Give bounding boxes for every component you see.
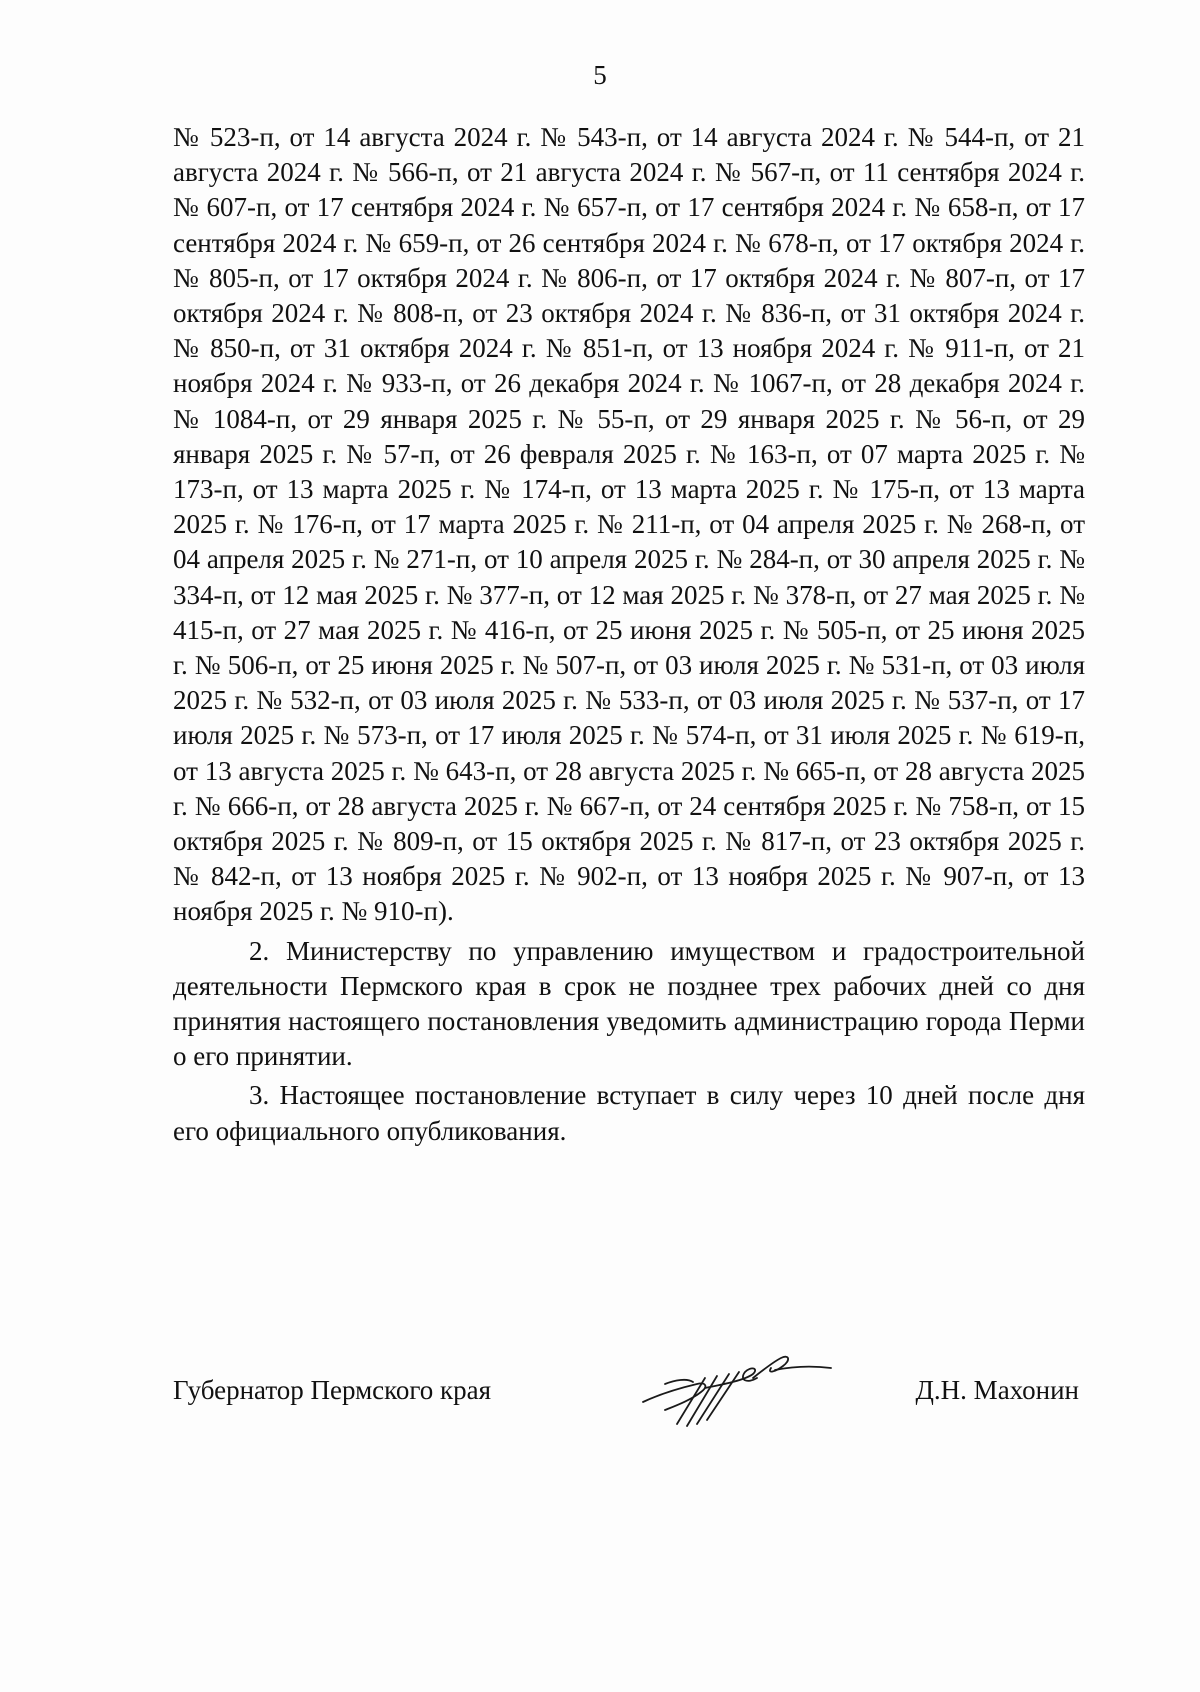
signature-block bbox=[173, 1370, 1085, 1410]
list-of-resolutions: № 523-п, от 14 августа 2024 г. № 543-п, от 14 августа 2024 г. № 544-п, от 21 августа 2024 г. № 566-п, от 21 августа 2024 г. № 567-п, от 11 сентября 2024 г. № 607-п, от 17 сентября 2024 г. № 657-п, от 17 сентября 2024 г. № 658-п, от 17 сентября 2024 г. № 659-п, от 26 сентября 2024 г. № 678-п, от 17 октября 2024 г. № 805-п, от 17 октября 2024 г. № 806-п, от 17 октября 2024 г. № 807-п, от 17 октября 2024 г. № 808-п, от 23 октября 2024 г. № 836-п, от 31 октября 2024 г. № 850-п, от 31 октября 2024 г. № 851-п, от 13 ноября 2024 г. № 911-п, от 21 ноября 2024 г. № 933-п, от 26 декабря 2024 г. № 1067-п, от 28 декабря 2024 г. № 1084-п, от 29 января 2025 г. № 55-п, от 29 января 2025 г. № 56-п, от 29 января 2025 г. № 57-п, от 26 февраля 2025 г. № 163-п, от 07 марта 2025 г. № 173-п, от 13 марта 2025 г. № 174-п, от 13 марта 2025 г. № 175-п, от 13 марта 2025 г. № 176-п, от 17 марта 2025 г. № 211-п, от 04 апреля 2025 г. № 268-п, от 04 апреля 2025 г. № 271-п, от 10 апреля 2025 г. № 284-п, от 30 апреля 2025 г. № 334-п, от 12 мая 2025 г. № 377-п, от 12 мая 2025 г. № 378-п, от 27 мая 2025 г. № 415-п, от 27 мая 2025 г. № 416-п, от 25 июня 2025 г. № 505-п, от 25 июня 2025 г. № 506-п, от 25 июня 2025 г. № 507-п, от 03 июля 2025 г. № 531-п, от 03 июля 2025 г. № 532-п, от 03 июля 2025 г. № 533-п, от 03 июля 2025 г. № 537-п, от 17 июля 2025 г. № 573-п, от 17 июля 2025 г. № 574-п, от 31 июля 2025 г. № 619-п, от 13 августа 2025 г. № 643-п, от 28 августа 2025 г. № 665-п, от 28 августа 2025 г. № 666-п, от 28 августа 2025 г. № 667-п, от 24 сентября 2025 г. № 758-п, от 15 октября 2025 г. № 809-п, от 15 октября 2025 г. № 817-п, от 23 октября 2025 г. № 842-п, от 13 ноября 2025 г. № 902-п, от 13 ноября 2025 г. № 907-п, от 13 ноября 2025 г. № 910-п). bbox=[173, 122, 1085, 927]
document-body bbox=[173, 120, 1085, 1149]
paragraph-2: 2. Министерству по управлению имуществом и градостроительной деятельности Пермского края в срок не позднее трех рабочих дней со дня принятия настоящего постановления уведомить администрацию города Перми о его принятии. bbox=[173, 935, 1085, 1072]
paragraph-3: 3. Настоящее постановление вступает в силу через 10 дней после дня его официального опубликования. bbox=[173, 1080, 1085, 1146]
signatory-name: Д.Н. Махонин bbox=[915, 1375, 1079, 1405]
signatory-position: Губернатор Пермского края bbox=[173, 1375, 492, 1405]
handwritten-signature-icon bbox=[635, 1344, 835, 1434]
page-number: 5 bbox=[593, 60, 607, 90]
